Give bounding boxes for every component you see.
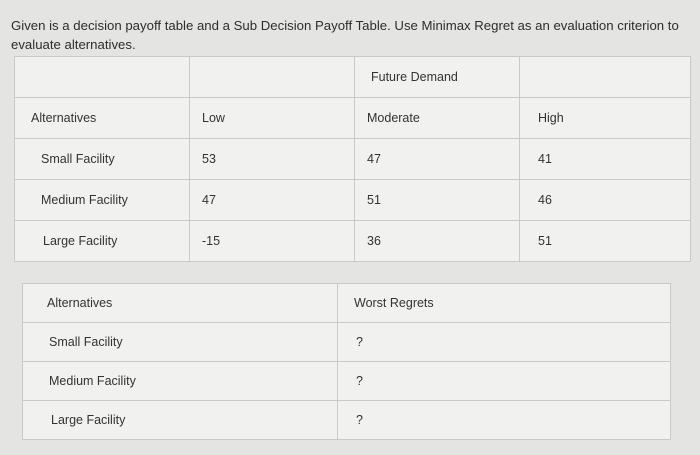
worst-regret-value: ? (338, 323, 671, 362)
worst-regret-value: ? (338, 401, 671, 440)
empty-cell (190, 57, 355, 98)
table-row (23, 401, 671, 440)
empty-cell (520, 57, 691, 98)
payoff-moderate: 47 (355, 139, 520, 180)
alternative-name: Medium Facility (23, 362, 338, 401)
worst-regret-value: ? (338, 362, 671, 401)
moderate-header: Moderate (355, 98, 520, 139)
payoff-group-header-row (15, 57, 691, 98)
alternatives-header: Alternatives (23, 284, 338, 323)
instruction-text: Given is a decision payoff table and a Sub Decision Payoff Table. Use Minimax Regret as an evaluation criterion to evaluate alternatives. (11, 18, 679, 52)
payoff-column-header-row (15, 98, 691, 139)
table-row (23, 362, 671, 401)
payoff-low: 53 (190, 139, 355, 180)
table-row (15, 139, 691, 180)
low-header: Low (190, 98, 355, 139)
alternative-name: Small Facility (23, 323, 338, 362)
worst-regrets-header: Worst Regrets (338, 284, 671, 323)
payoff-high: 46 (520, 180, 691, 221)
payoff-high: 51 (520, 221, 691, 262)
table-row (23, 323, 671, 362)
regret-header-row (23, 284, 671, 323)
payoff-low: 47 (190, 180, 355, 221)
empty-cell (15, 57, 190, 98)
alternative-name: Small Facility (15, 139, 190, 180)
alternatives-header: Alternatives (15, 98, 190, 139)
alternative-name: Large Facility (23, 401, 338, 440)
future-demand-header: Future Demand (355, 57, 520, 98)
payoff-high: 41 (520, 139, 691, 180)
alternative-name: Medium Facility (15, 180, 190, 221)
payoff-table (14, 56, 691, 262)
table-row (15, 221, 691, 262)
payoff-low: -15 (190, 221, 355, 262)
payoff-moderate: 51 (355, 180, 520, 221)
payoff-moderate: 36 (355, 221, 520, 262)
high-header: High (520, 98, 691, 139)
table-row (15, 180, 691, 221)
regret-table (22, 283, 671, 440)
alternative-name: Large Facility (15, 221, 190, 262)
